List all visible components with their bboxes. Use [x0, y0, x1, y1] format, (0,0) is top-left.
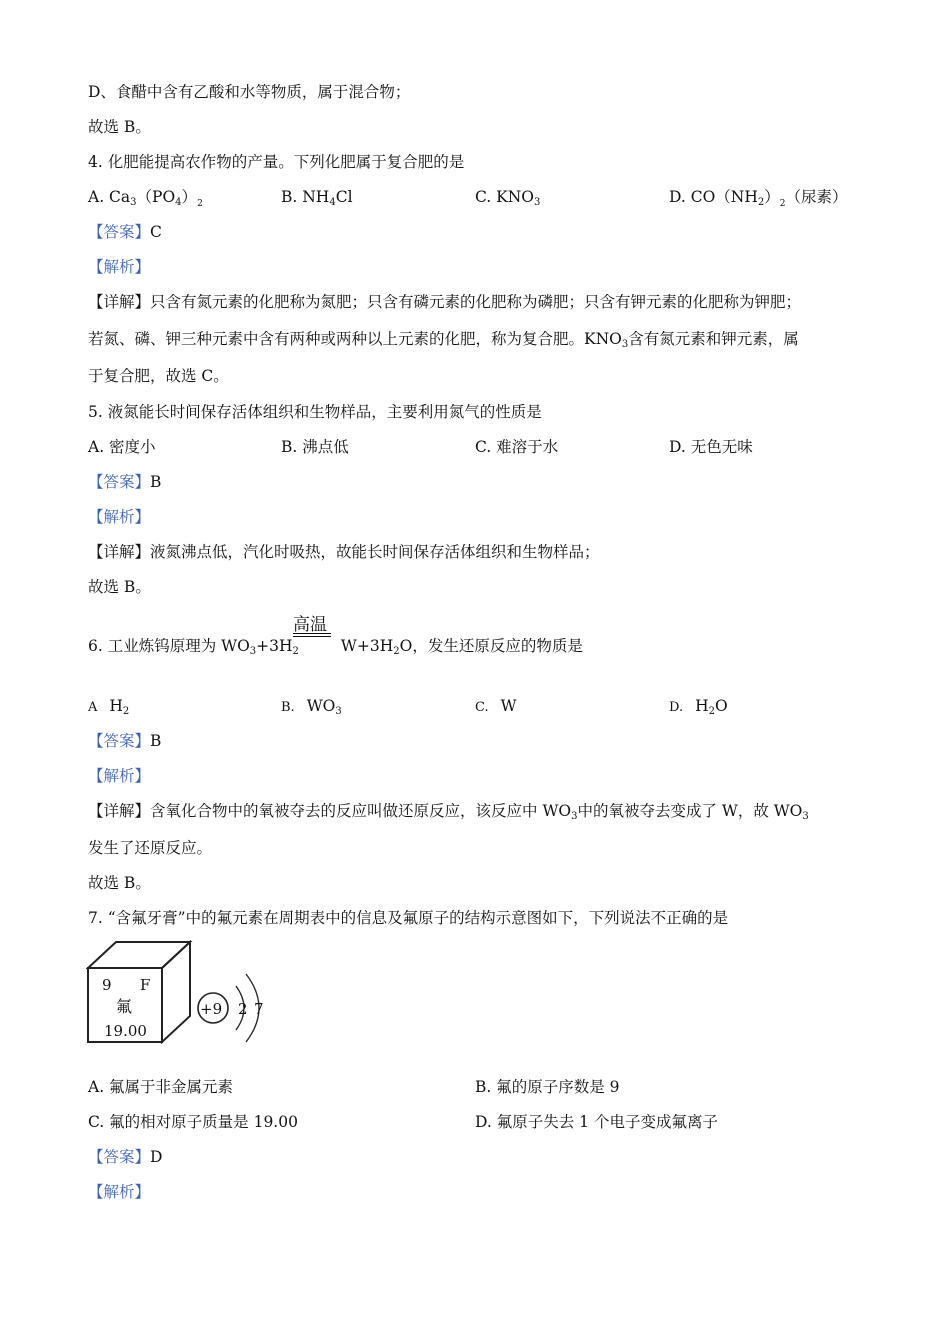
text-line: D、食醋中含有乙酸和水等物质，属于混合物；: [88, 83, 411, 101]
q6-option-d: D. $H_2O$: [669, 697, 728, 717]
q6-option-c: C. W: [475, 697, 517, 715]
detail-line: 发生了还原反应。: [88, 839, 213, 857]
analysis-label: 【解析】: [88, 258, 151, 276]
q4-option-b: B. $NH_4Cl$: [281, 188, 353, 208]
analysis-label: 【解析】: [88, 767, 151, 785]
question-6: 6. 工业炼钨原理为 $WO_3+3H_2$ $W+3H_2O$，发生还原反应的物质是: [88, 637, 583, 657]
question-5: 5. 液氮能长时间保存活体组织和生物样品，主要利用氮气的性质是: [88, 403, 542, 421]
detail-line: 【详解】含氧化合物中的氧被夺去的反应叫做还原反应，该反应中 $WO_3$中的氧被夺去变成了 W，故 $WO_3$: [88, 802, 809, 822]
q7-option-d: D. 氟原子失去 1 个电子变成氟离子: [475, 1113, 718, 1131]
q4-option-a: A. $Ca_3(PO_4)_2$: [88, 188, 203, 209]
atomic-mass: 19.00: [104, 1022, 147, 1040]
analysis-label: 【解析】: [88, 508, 151, 526]
fluorine-figure: [86, 938, 276, 1048]
detail-line: 若氮、磷、钾三种元素中含有两种或两种以上元素的化肥，称为复合肥。$KNO_3$含有氮元素和钾元素，属: [88, 330, 799, 350]
text-line: 故选 B。: [88, 578, 151, 596]
answer-line: 【答案】C: [88, 223, 162, 241]
text-line: 故选 B。: [88, 118, 151, 136]
shell-2-electrons: 7: [254, 1000, 264, 1018]
q7-option-a: A. 氟属于非金属元素: [88, 1078, 234, 1096]
answer-line: 【答案】D: [88, 1148, 163, 1166]
q5-option-c: C. 难溶于水: [475, 438, 559, 456]
reaction-condition: 高温: [293, 615, 327, 635]
nucleus-charge: +9: [200, 1000, 223, 1018]
q5-option-d: D. 无色无味: [669, 438, 753, 456]
q6-option-a: A $H_2$: [88, 697, 130, 717]
answer-line: 【答案】B: [88, 732, 162, 750]
element-symbol: F: [140, 976, 151, 994]
q4-option-d: D. $CO(NH_2)_2$（尿素）: [669, 188, 848, 209]
answer-line: 【答案】B: [88, 473, 162, 491]
detail-line: 于复合肥，故选 C。: [88, 367, 229, 385]
text-line: 故选 B。: [88, 874, 151, 892]
detail-line: 【详解】只含有氮元素的化肥称为氮肥；只含有磷元素的化肥称为磷肥；只含有钾元素的化肥称为钾肥；: [88, 293, 802, 311]
q6-option-b: B. $WO_3$: [281, 697, 342, 717]
q7-option-c: C. 氟的相对原子质量是 19.00: [88, 1113, 298, 1131]
question-7: 7. “含氟牙膏”中的氟元素在周期表中的信息及氟原子的结构示意图如下，下列说法不正确的是: [88, 909, 729, 927]
analysis-label: 【解析】: [88, 1183, 151, 1201]
equals-sign: [293, 633, 331, 634]
q7-option-b: B. 氟的原子序数是 9: [475, 1078, 620, 1096]
q4-option-c: C. $KNO_3$: [475, 188, 541, 208]
element-name: 氟: [116, 997, 133, 1016]
q5-option-b: B. 沸点低: [281, 438, 349, 456]
atomic-number: 9: [102, 976, 112, 994]
q5-option-a: A. 密度小: [88, 438, 156, 456]
question-4: 4. 化肥能提高农作物的产量。下列化肥属于复合肥的是: [88, 153, 465, 171]
shell-1-electrons: 2: [238, 1000, 248, 1018]
detail-line: 【详解】液氮沸点低，汽化时吸热，故能长时间保存活体组织和生物样品；: [88, 543, 600, 561]
